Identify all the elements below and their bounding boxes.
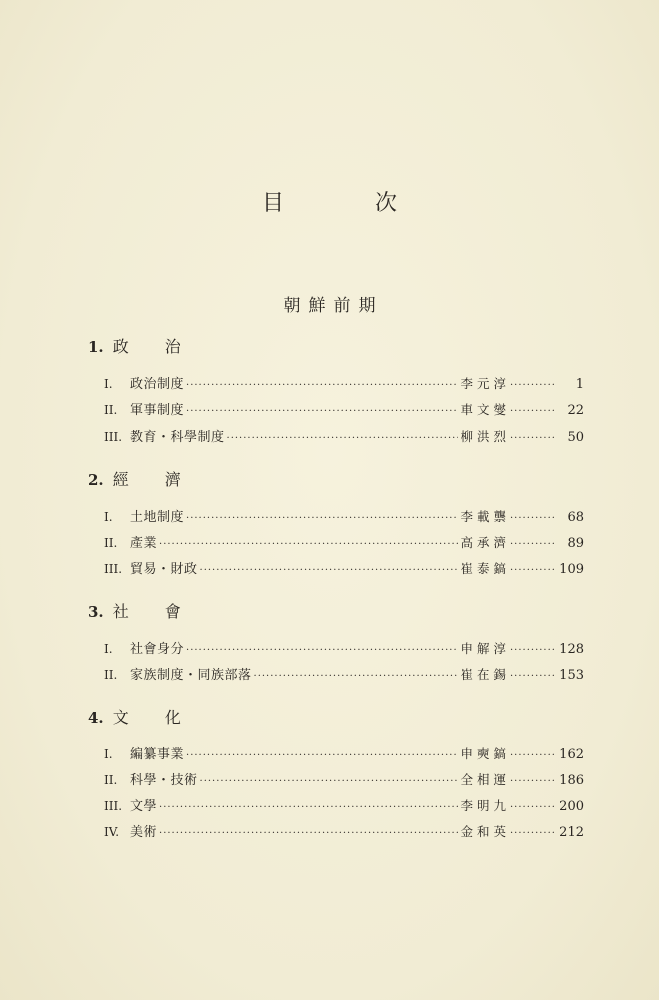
leader-dots [254,671,459,682]
entry-author: 柳洪烈 [460,429,510,444]
entry-roman: II. [104,773,118,787]
entry-title: 政治制度 [130,377,185,392]
toc-entry [104,426,584,446]
entry-title: 社會身分 [130,642,185,657]
entry-author: 崔在錫 [460,667,510,682]
entry-title: 產業 [130,536,158,551]
entry-roman: III. [104,799,123,813]
entry-page: 22 [567,403,584,418]
entry-page: 1 [575,377,584,392]
toc-entry [104,506,584,526]
leader-dots [510,406,556,417]
leader-dots [159,828,458,839]
leader-dots [510,433,556,444]
leader-dots [510,645,556,656]
entry-title: 軍事制度 [130,403,185,418]
entry-author: 車文燮 [460,402,510,417]
toc-entry [104,532,584,552]
section-number: 2. [88,471,104,489]
leader-dots [200,565,459,576]
entry-author: 高承濟 [460,535,510,550]
toc-entry [104,399,584,419]
page-title: 目 次 [262,191,439,216]
leader-dots [510,539,556,550]
leader-dots [186,645,458,656]
leader-dots [510,671,556,682]
entry-title: 美術 [130,825,158,840]
leader-dots [510,750,556,761]
leader-dots [510,513,556,524]
toc-entry [104,795,584,815]
entry-roman: I. [104,642,113,656]
entry-title: 貿易・財政 [130,562,198,577]
entry-roman: I. [104,377,113,391]
entry-page: 186 [559,773,584,788]
entry-author: 金和英 [460,824,510,839]
entry-roman: II. [104,403,118,417]
page-subtitle: 朝鮮前期 [283,296,384,316]
entry-roman: III. [104,562,123,576]
toc-entry [104,743,584,763]
entry-page: 109 [559,562,584,577]
entry-title: 編纂事業 [130,747,185,762]
leader-dots [510,802,556,813]
entry-roman: II. [104,668,118,682]
section-heading-2 [88,467,217,490]
leader-dots [510,380,556,391]
section-name: 文化 [112,708,217,727]
entry-author: 李載龒 [460,509,510,524]
entry-page: 68 [567,510,584,525]
leader-dots [186,750,458,761]
entry-author: 李明九 [460,798,510,813]
entry-author: 崔泰鎬 [460,561,510,576]
entry-page: 89 [567,536,584,551]
toc-entry [104,821,584,841]
entry-page: 50 [567,430,584,445]
toc-entry [104,638,584,658]
entry-author: 申解淳 [460,641,510,656]
toc-entry [104,769,584,789]
leader-dots [227,433,459,444]
toc-entry [104,373,584,393]
section-heading-1 [88,334,217,357]
entry-page: 162 [559,747,584,762]
leader-dots [186,513,458,524]
section-name: 經濟 [112,470,217,489]
entry-roman: II. [104,536,118,550]
section-heading-3 [88,599,217,622]
leader-dots [159,539,458,550]
entry-roman: I. [104,510,113,524]
entry-title: 文學 [130,799,158,814]
entry-page: 153 [559,668,584,683]
entry-author: 李元淳 [460,376,510,391]
section-name: 社會 [112,602,217,621]
leader-dots [159,802,458,813]
toc-entry [104,558,584,578]
section-number: 4. [88,709,104,727]
entry-roman: I. [104,747,113,761]
entry-roman: IV. [104,825,120,839]
entry-page: 200 [559,799,584,814]
leader-dots [186,380,458,391]
entry-title: 土地制度 [130,510,185,525]
leader-dots [510,828,556,839]
entry-title: 教育・科學制度 [130,430,225,445]
leader-dots [200,776,459,787]
leader-dots [510,565,556,576]
section-number: 1. [88,338,104,356]
section-name: 政治 [112,337,217,356]
entry-title: 家族制度・同族部落 [130,668,252,683]
section-number: 3. [88,603,104,621]
leader-dots [186,406,458,417]
entry-title: 科學・技術 [130,773,198,788]
entry-roman: III. [104,430,123,444]
toc-entry [104,664,584,684]
entry-page: 128 [559,642,584,657]
leader-dots [510,776,556,787]
entry-author: 申奭鎬 [460,746,510,761]
entry-page: 212 [559,825,584,840]
section-heading-4 [88,705,217,728]
entry-author: 全相運 [460,772,510,787]
